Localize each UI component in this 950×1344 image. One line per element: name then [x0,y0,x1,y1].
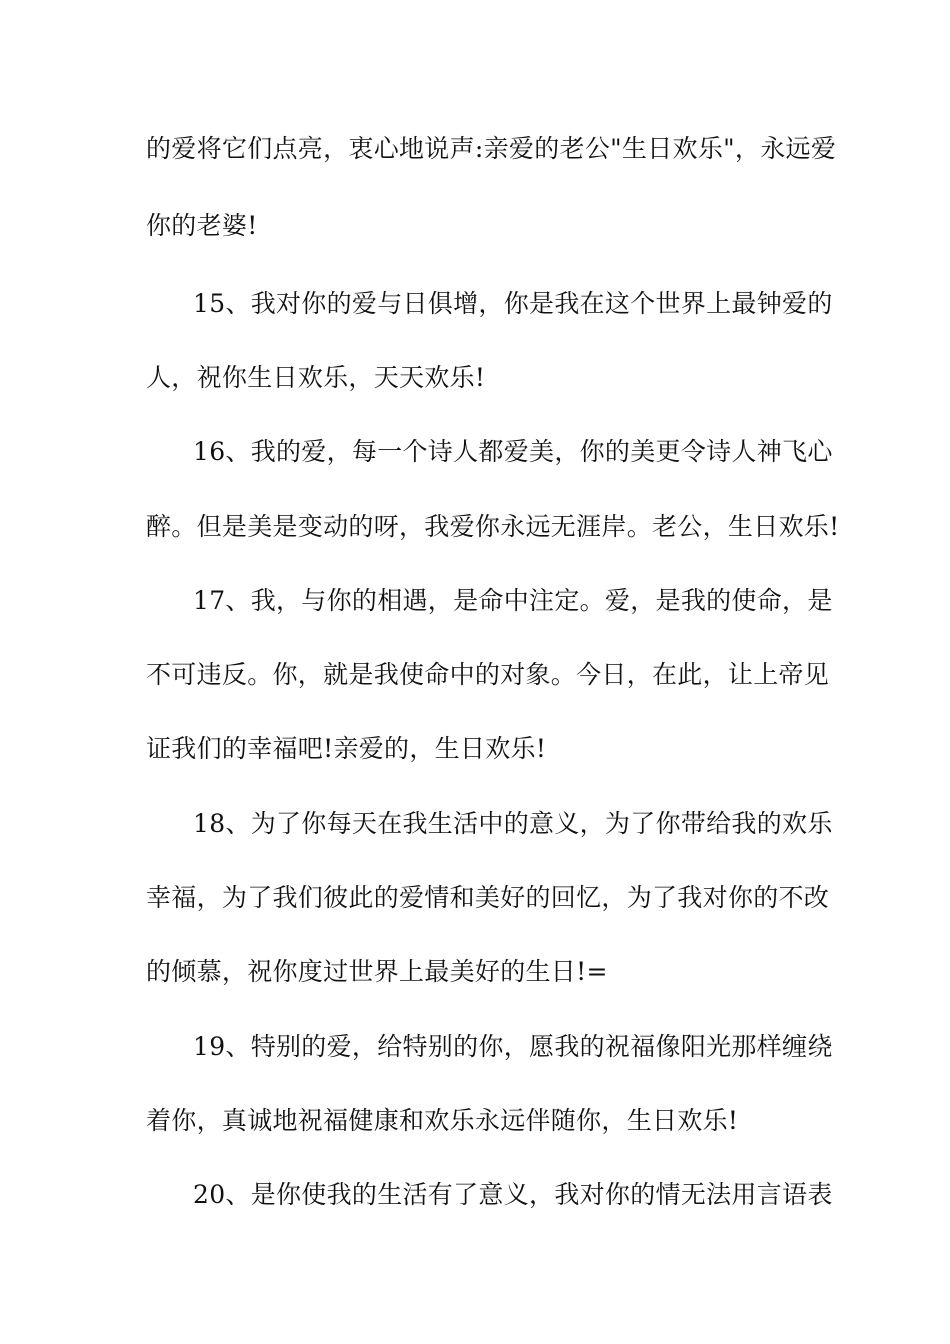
text-line: 的爱将它们点亮，衷心地说声:亲爱的老公"生日欢乐"，永远爱 [146,134,837,163]
text-line: 你的老婆! [146,211,258,240]
text-line: 证我们的幸福吧!亲爱的，生日欢乐! [146,734,547,763]
text-line: 醉。但是美是变动的呀，我爱你永远无涯岸。老公，生日欢乐! [146,512,840,541]
text-line: 15、我对你的爱与日俱增，你是我在这个世界上最钟爱的 [193,289,833,318]
text-line: 19、特别的爱，给特别的你，愿我的祝福像阳光那样缠绕 [193,1032,833,1061]
text-line: 着你，真诚地祝福健康和欢乐永远伴随你，生日欢乐! [146,1106,739,1135]
text-line: 18、为了你每天在我生活中的意义，为了你带给我的欢乐 [193,809,833,838]
text-line: 20、是你使我的生活有了意义，我对你的情无法用言语表 [193,1180,833,1209]
text-line: 不可违反。你，就是我使命中的对象。今日，在此，让上帝见 [146,660,830,689]
text-line: 17、我，与你的相遇，是命中注定。爱，是我的使命，是 [193,586,833,615]
text-line: 16、我的爱，每一个诗人都爱美，你的美更令诗人神飞心 [193,437,833,466]
text-line: 的倾慕，祝你度过世界上最美好的生日!= [146,957,608,986]
text-line: 幸福，为了我们彼此的爱情和美好的回忆，为了我对你的不改 [146,883,830,912]
text-line: 人，祝你生日欢乐，天天欢乐! [146,363,486,392]
